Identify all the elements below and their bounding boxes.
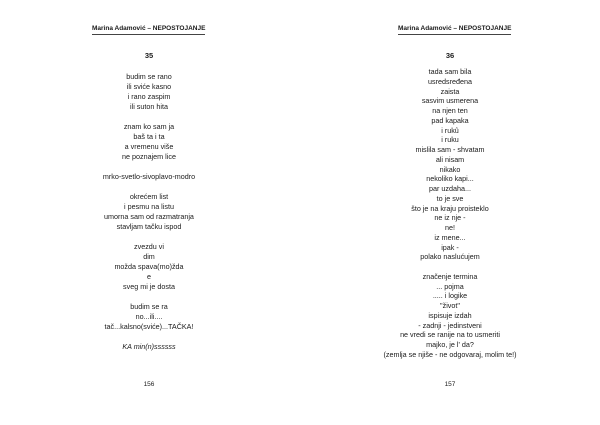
poem-line: zvezdu vi (134, 242, 164, 251)
poem-line: tač...kalsno(sviće)...TAČKA! (104, 322, 194, 331)
poem-line: nekoliko kapi... (426, 174, 474, 184)
page-number: 156 (143, 381, 155, 388)
stanza-break (0, 182, 299, 192)
poem-line: ili sviće kasno (126, 82, 172, 91)
poem-line: a vremenu više (124, 142, 174, 151)
page-number: 157 (444, 381, 456, 388)
poem-line: ne vredi se ranije na to usmeriti (400, 330, 500, 340)
poem-line: umorna sam od razmatranja (104, 212, 194, 221)
poem-line: baš ta i ta (133, 132, 165, 141)
poem-line: - zadnji - jedinstveni (418, 320, 482, 330)
poem-line: mislila sam - shvatam (415, 145, 485, 154)
poem-line: no...ili.... (135, 312, 163, 321)
poem-line: budim se rano (126, 72, 172, 81)
poem-line: ali nisam (435, 154, 465, 164)
poem-line: ipak - (441, 242, 459, 252)
poem-line: ne poznajem lice (122, 152, 176, 161)
stanza-break (0, 232, 299, 242)
poem-line: tada sam bila (428, 67, 472, 76)
poem-text (300, 67, 600, 360)
running-header: Marina Adamović – NEPOSTOJANJE (92, 25, 205, 35)
poem-line: mrko-svetlo-sivoplavo-modro (102, 172, 196, 181)
poem-line: i rano zaspim (127, 92, 171, 101)
poem-line: KA min(n)ssssss (122, 342, 176, 351)
running-header: Marina Adamović – NEPOSTOJANJE (398, 25, 511, 35)
poem-line: ..... i logike (432, 291, 468, 301)
poem-line: stavljam tačku ispod (116, 222, 182, 231)
poem-line: ili suton hita (130, 102, 168, 111)
poem-line: zaista (440, 86, 460, 96)
poem-line: e (147, 272, 151, 281)
poem-number: 36 (445, 51, 455, 60)
poem-line: na njen ten (432, 106, 468, 115)
stanza-break (0, 332, 299, 342)
poem-line: i pesmu na listu (124, 202, 174, 211)
poem-line: značenje termina (422, 271, 478, 281)
poem-line: i rukû (441, 125, 459, 135)
poem-line: što je na kraju proisteklo (411, 203, 489, 213)
stanza-break (0, 112, 299, 122)
poem-line: (zemlja se njiše - ne odgovaraj, molim te!) (383, 349, 517, 359)
poem-text (0, 72, 299, 352)
poem-line: ... pojma (436, 281, 464, 291)
poem-line: usredsređena (428, 76, 472, 86)
poem-line: "život" (440, 301, 460, 310)
poem-line: znam ko sam ja (123, 122, 175, 131)
stanza-break (0, 292, 299, 302)
poem-line: možda spava(mo)žda (114, 262, 184, 271)
poem-line: dim (143, 252, 155, 261)
poem-line: ne iz nje - (434, 213, 466, 223)
poem-line: to je sve (436, 193, 464, 203)
poem-line: iz mene... (434, 232, 466, 242)
poem-line: budim se ra (130, 302, 168, 311)
poem-line: i ruku (441, 135, 459, 145)
poem-line: par uzdaha... (429, 184, 471, 193)
stanza-break (0, 162, 299, 172)
poem-line: sveg mi je dosta (123, 282, 175, 291)
poem-line: pad kapaka (431, 115, 469, 125)
poem-line: okrećem list (129, 192, 169, 201)
poem-line: nikako (439, 164, 461, 174)
right-page (300, 0, 600, 425)
poem-line: majko, je l' da? (426, 340, 474, 349)
poem-line: ispisuje izdah (428, 310, 472, 320)
poem-line: sasvim usmerena (421, 96, 479, 106)
poem-line: polako naslućujem (420, 252, 480, 262)
poem-number: 35 (144, 51, 154, 60)
stanza-break (300, 262, 600, 272)
poem-line: ne! (445, 223, 455, 232)
